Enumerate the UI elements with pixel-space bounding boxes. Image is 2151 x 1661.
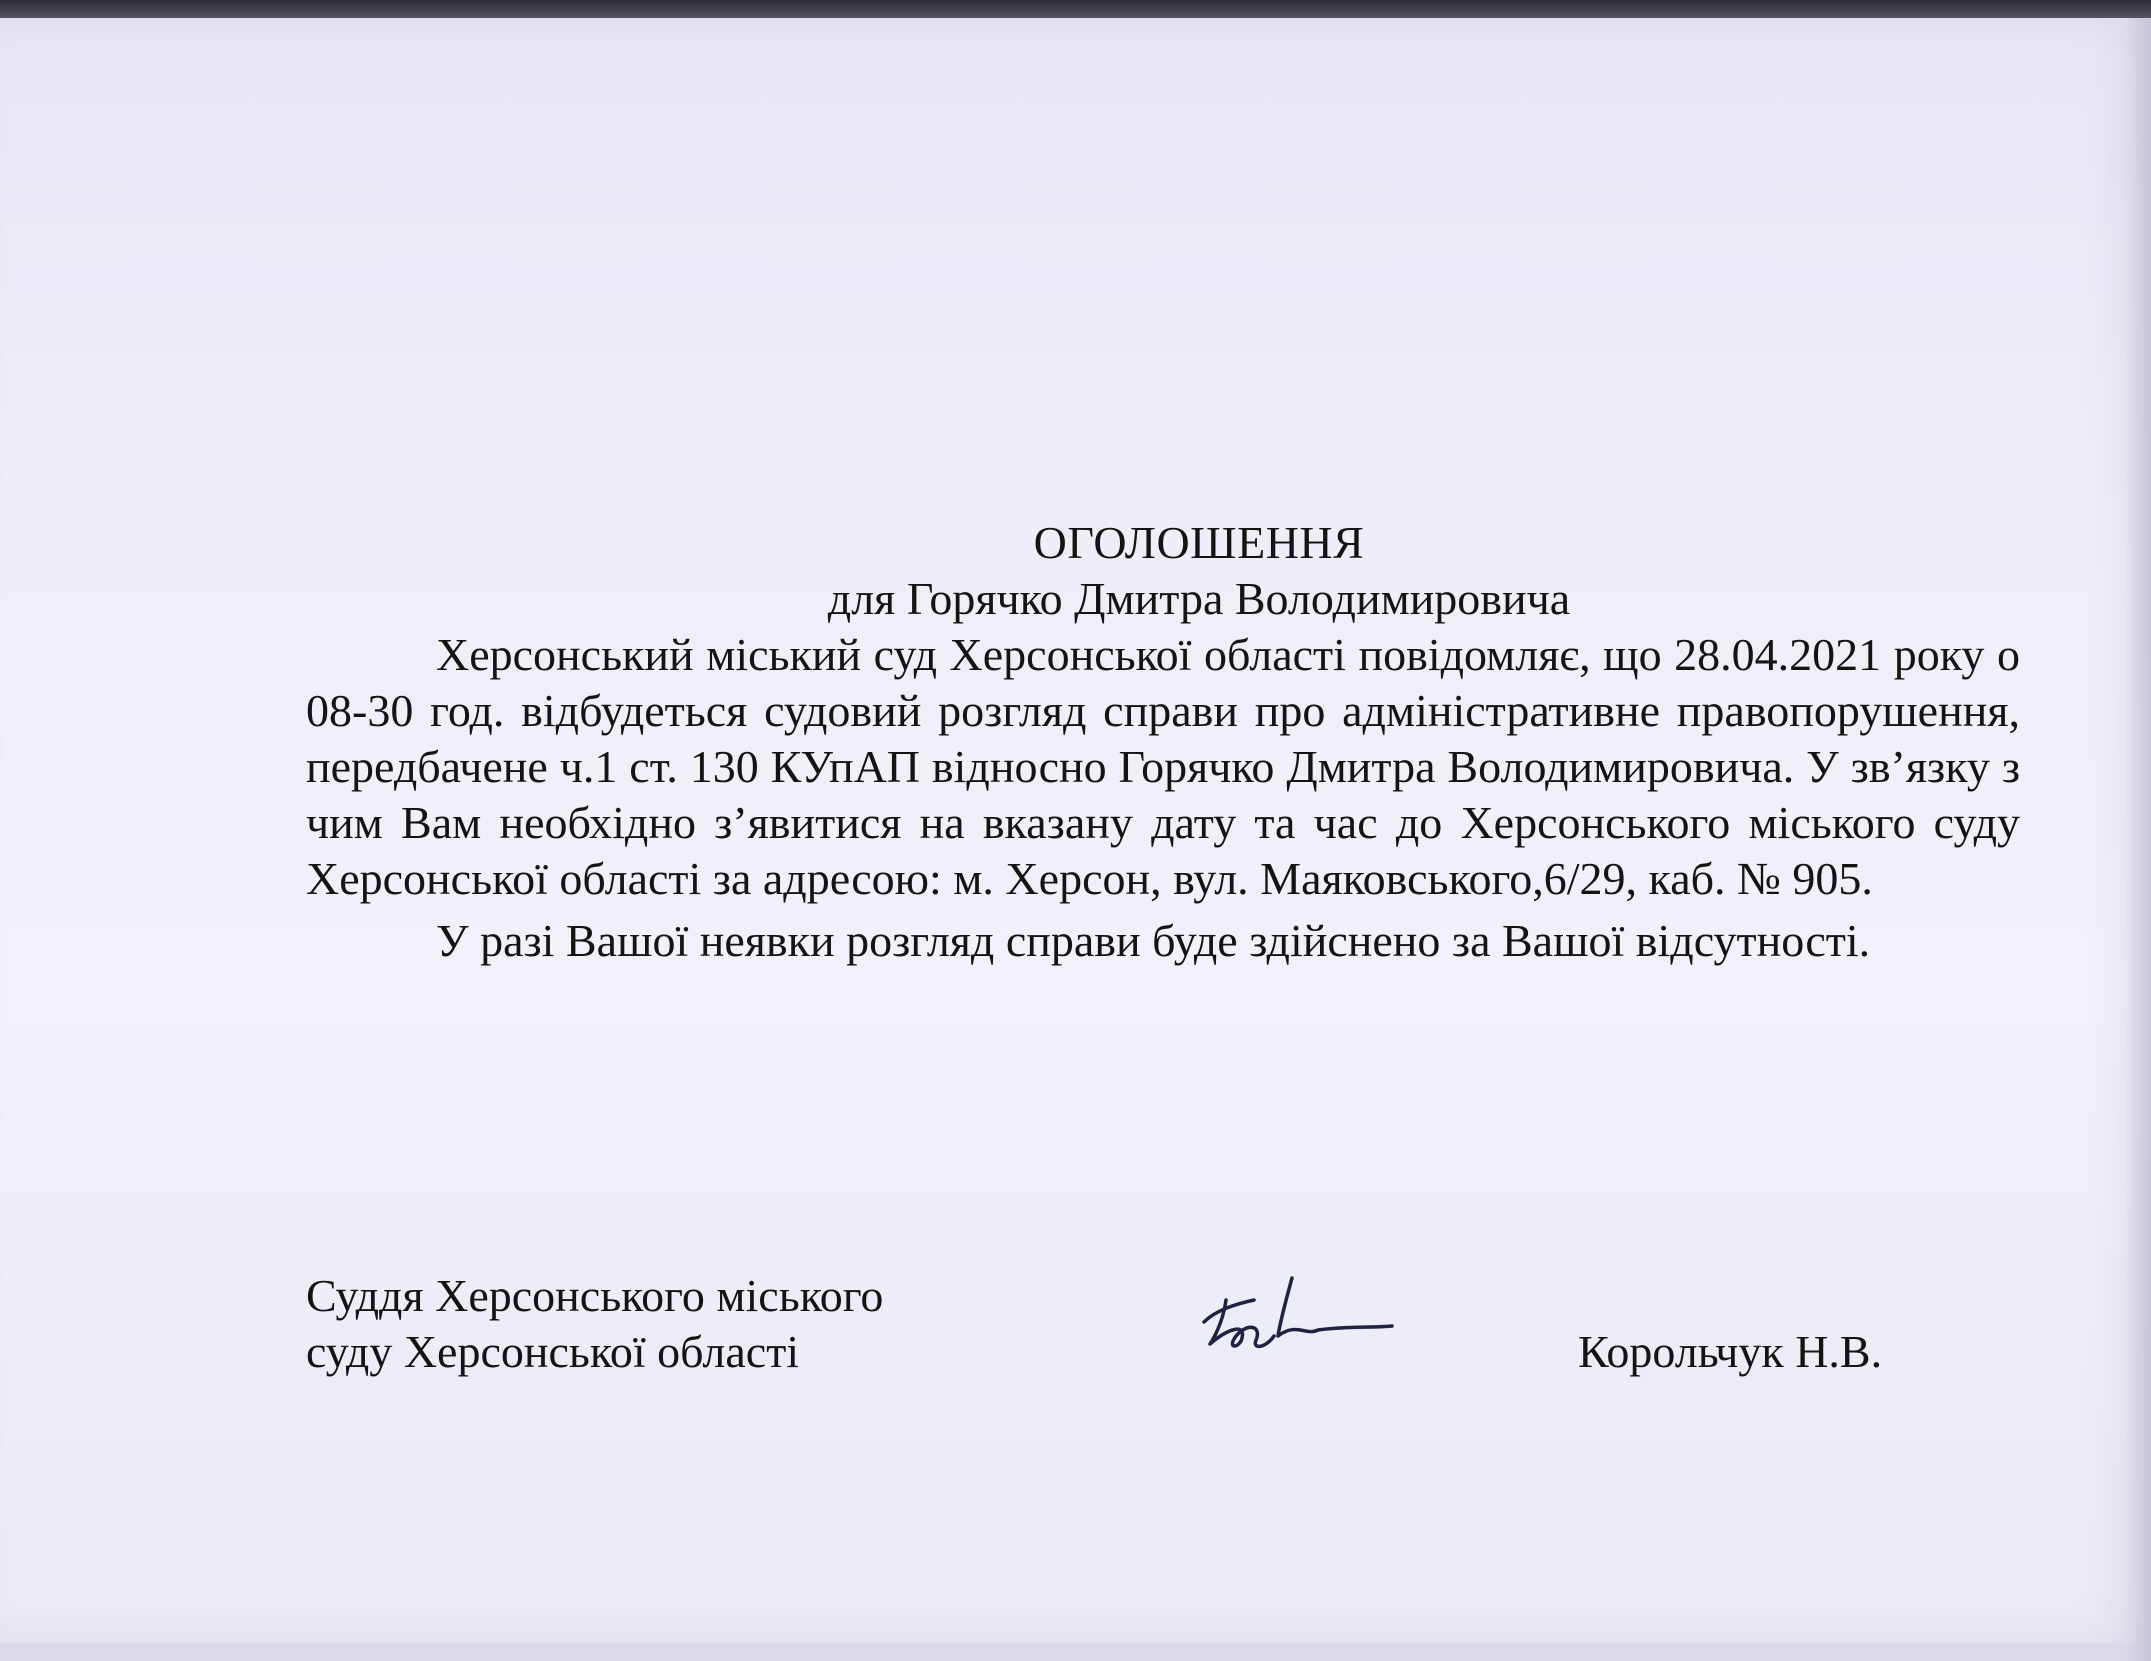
notice-body [306, 515, 2026, 969]
judge-position-line-1: Суддя Херсонського міського [306, 1270, 884, 1321]
notice-paragraph-absence: У разі Вашої неявки розгляд справи буде здійснено за Вашої відсутності. [436, 915, 1871, 966]
notice-title: ОГОЛОШЕННЯ [1033, 517, 1365, 568]
signature-icon [1196, 1270, 1396, 1360]
judge-position-line-2: суду Херсонської області [306, 1326, 800, 1377]
notice-addressee: для Горячко Дмитра Володимировича [827, 573, 1571, 624]
judge-position [306, 1268, 883, 1380]
paper-shadow-edge [2125, 18, 2151, 1661]
notice-paragraph: Херсонський міський суд Херсонської області повідомляє, що 28.04.2021 року о 08-30 год. відбудеться судовий розгляд справи про адміністративне правопорушення, передбачене ч.1 ст. 130 КУпАП відносно Горячко Дмитра Володимировича. У зв’язку з чим Вам необхідно з’явитися на вказану дату та час до Херсонського міського суду Херсонської області за адресою: м. Херсон, вул. Маяковського,6/29, каб. № 905. [306, 629, 2020, 904]
judge-name: Корольчук Н.В. [1578, 1326, 1883, 1377]
